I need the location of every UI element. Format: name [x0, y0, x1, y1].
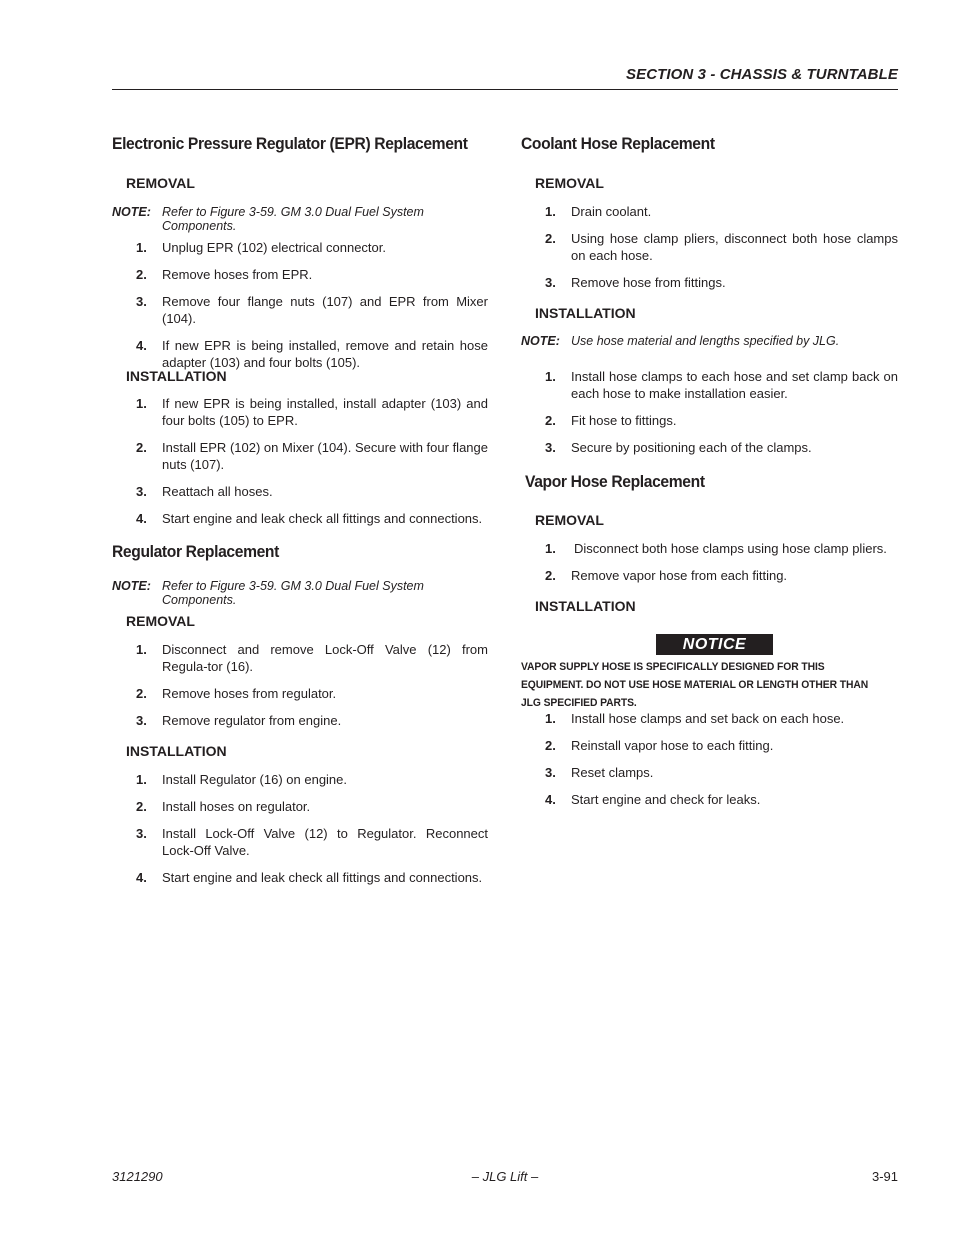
step-number: 4. [136, 338, 147, 353]
note-text: Refer to Figure 3-59. GM 3.0 Dual Fuel System Components. [162, 579, 424, 607]
step-text: Install Lock-Off Valve (12) to Regulator. Reconnect Lock-Off Valve. [162, 826, 488, 858]
list-item [521, 540, 898, 557]
list-item [521, 791, 898, 808]
regulator-installation-heading: INSTALLATION [126, 743, 227, 759]
epr-removal-heading: REMOVAL [126, 175, 195, 191]
step-number: 2. [545, 568, 556, 583]
step-text: Install hose clamps and set back on each hose. [571, 711, 845, 726]
step-text: Reset clamps. [571, 765, 654, 780]
step-number: 4. [136, 870, 147, 885]
list-item [112, 293, 488, 327]
step-number: 4. [545, 792, 556, 807]
step-text: Remove hoses from EPR. [162, 267, 313, 282]
step-text: Reattach all hoses. [162, 484, 273, 499]
step-text: Install hoses on regulator. [162, 799, 311, 814]
list-item [521, 230, 898, 264]
list-item [521, 764, 898, 781]
list-item [521, 710, 898, 727]
step-text: Secure by positioning each of the clamps. [571, 440, 812, 455]
step-text: Unplug EPR (102) electrical connector. [162, 240, 387, 255]
list-item [112, 869, 488, 886]
footer-page-number: 3-91 [871, 1169, 898, 1184]
list-item [521, 439, 898, 456]
list-item [112, 771, 488, 788]
note-label: NOTE: [112, 205, 151, 219]
header-rule [112, 89, 898, 90]
footer-brand: – JLG Lift – [471, 1169, 539, 1184]
notice-badge: NOTICE [656, 634, 773, 655]
epr-installation-steps [112, 395, 488, 527]
coolant-installation-heading: INSTALLATION [535, 305, 636, 321]
step-text: Reinstall vapor hose to each fitting. [571, 738, 774, 753]
vapor-title: Vapor Hose Replacement [525, 472, 705, 491]
list-item [112, 337, 488, 371]
step-number: 1. [545, 204, 556, 219]
note-label: NOTE: [112, 579, 151, 593]
step-number: 2. [545, 231, 556, 246]
regulator-note [112, 579, 488, 607]
list-item [112, 239, 488, 256]
step-number: 3. [136, 294, 147, 309]
step-number: 1. [545, 711, 556, 726]
vapor-installation-heading: INSTALLATION [535, 598, 636, 614]
step-text: If new EPR is being installed, install adapter (103) and four bolts (105) to EPR. [162, 396, 488, 428]
step-number: 2. [545, 413, 556, 428]
step-text: Remove hose from fittings. [571, 275, 726, 290]
coolant-removal-steps [521, 203, 898, 291]
list-item [521, 567, 898, 584]
step-text: Start engine and leak check all fittings and connections. [162, 511, 483, 526]
epr-removal-steps [112, 239, 488, 371]
list-item [521, 368, 898, 402]
step-number: 4. [136, 511, 147, 526]
regulator-installation-steps [112, 771, 488, 886]
step-number: 1. [545, 541, 556, 556]
step-text: Remove regulator from engine. [162, 713, 342, 728]
step-number: 2. [136, 440, 147, 455]
list-item [112, 266, 488, 283]
step-number: 3. [545, 275, 556, 290]
list-item [112, 641, 488, 675]
step-text: Disconnect and remove Lock-Off Valve (12) from Regula-tor (16). [162, 642, 488, 674]
step-number: 3. [136, 484, 147, 499]
step-text: Remove vapor hose from each fitting. [571, 568, 788, 583]
step-text: Fit hose to fittings. [571, 413, 677, 428]
step-number: 1. [136, 642, 147, 657]
step-number: 1. [136, 396, 147, 411]
coolant-note [521, 334, 898, 348]
list-item [521, 737, 898, 754]
regulator-removal-heading: REMOVAL [126, 613, 195, 629]
step-number: 3. [136, 713, 147, 728]
step-text: Install Regulator (16) on engine. [162, 772, 348, 787]
step-number: 1. [136, 772, 147, 787]
step-number: 3. [136, 826, 147, 841]
list-item [521, 203, 898, 220]
step-text: Install EPR (102) on Mixer (104). Secure with four flange nuts (107). [162, 440, 488, 472]
step-number: 2. [136, 686, 147, 701]
step-number: 1. [136, 240, 147, 255]
step-number: 2. [136, 799, 147, 814]
step-text: Start engine and leak check all fittings and connections. [162, 870, 483, 885]
list-item [521, 412, 898, 429]
coolant-removal-heading: REMOVAL [535, 175, 604, 191]
list-item [112, 798, 488, 815]
step-number: 3. [545, 765, 556, 780]
notice-text: VAPOR SUPPLY HOSE IS SPECIFICALLY DESIGNED FOR THIS EQUIPMENT. DO NOT USE HOSE MATERIAL OR LENGTH OTHER THAN JLG SPECIFIED PARTS. [521, 661, 869, 709]
coolant-installation-steps [521, 368, 898, 456]
vapor-installation-steps [521, 710, 898, 808]
step-text: Remove hoses from regulator. [162, 686, 337, 701]
note-label: NOTE: [521, 334, 560, 348]
step-text: If new EPR is being installed, remove and retain hose adapter (103) and four bolts (105). [162, 338, 488, 370]
step-number: 2. [136, 267, 147, 282]
step-text: Start engine and check for leaks. [571, 792, 761, 807]
list-item [112, 395, 488, 429]
step-number: 2. [545, 738, 556, 753]
epr-title: Electronic Pressure Regulator (EPR) Replacement [112, 134, 468, 153]
step-text: Using hose clamp pliers, disconnect both hose clamps on each hose. [571, 231, 898, 263]
step-text: Disconnect both hose clamps using hose clamp pliers. [574, 541, 887, 556]
list-item [112, 825, 488, 859]
step-number: 3. [545, 440, 556, 455]
section-title: SECTION 3 - CHASSIS & TURNTABLE [625, 66, 898, 83]
regulator-title: Regulator Replacement [112, 542, 279, 561]
step-number: 1. [545, 369, 556, 384]
regulator-removal-steps [112, 641, 488, 729]
list-item [112, 712, 488, 729]
list-item [112, 483, 488, 500]
coolant-title: Coolant Hose Replacement [521, 134, 715, 153]
epr-installation-heading: INSTALLATION [126, 368, 227, 384]
step-text: Install hose clamps to each hose and set clamp back on each hose to make installation easier. [571, 369, 898, 401]
epr-note [112, 205, 488, 233]
step-text: Drain coolant. [571, 204, 652, 219]
note-text: Use hose material and lengths specified by JLG. [571, 334, 840, 348]
list-item [521, 274, 898, 291]
list-item [112, 510, 488, 527]
vapor-removal-steps [521, 540, 898, 584]
list-item [112, 439, 488, 473]
vapor-removal-heading: REMOVAL [535, 512, 604, 528]
step-text: Remove four flange nuts (107) and EPR from Mixer (104). [162, 294, 488, 326]
list-item [112, 685, 488, 702]
note-text: Refer to Figure 3-59. GM 3.0 Dual Fuel System Components. [162, 205, 424, 233]
footer-doc-number: 3121290 [112, 1169, 163, 1184]
